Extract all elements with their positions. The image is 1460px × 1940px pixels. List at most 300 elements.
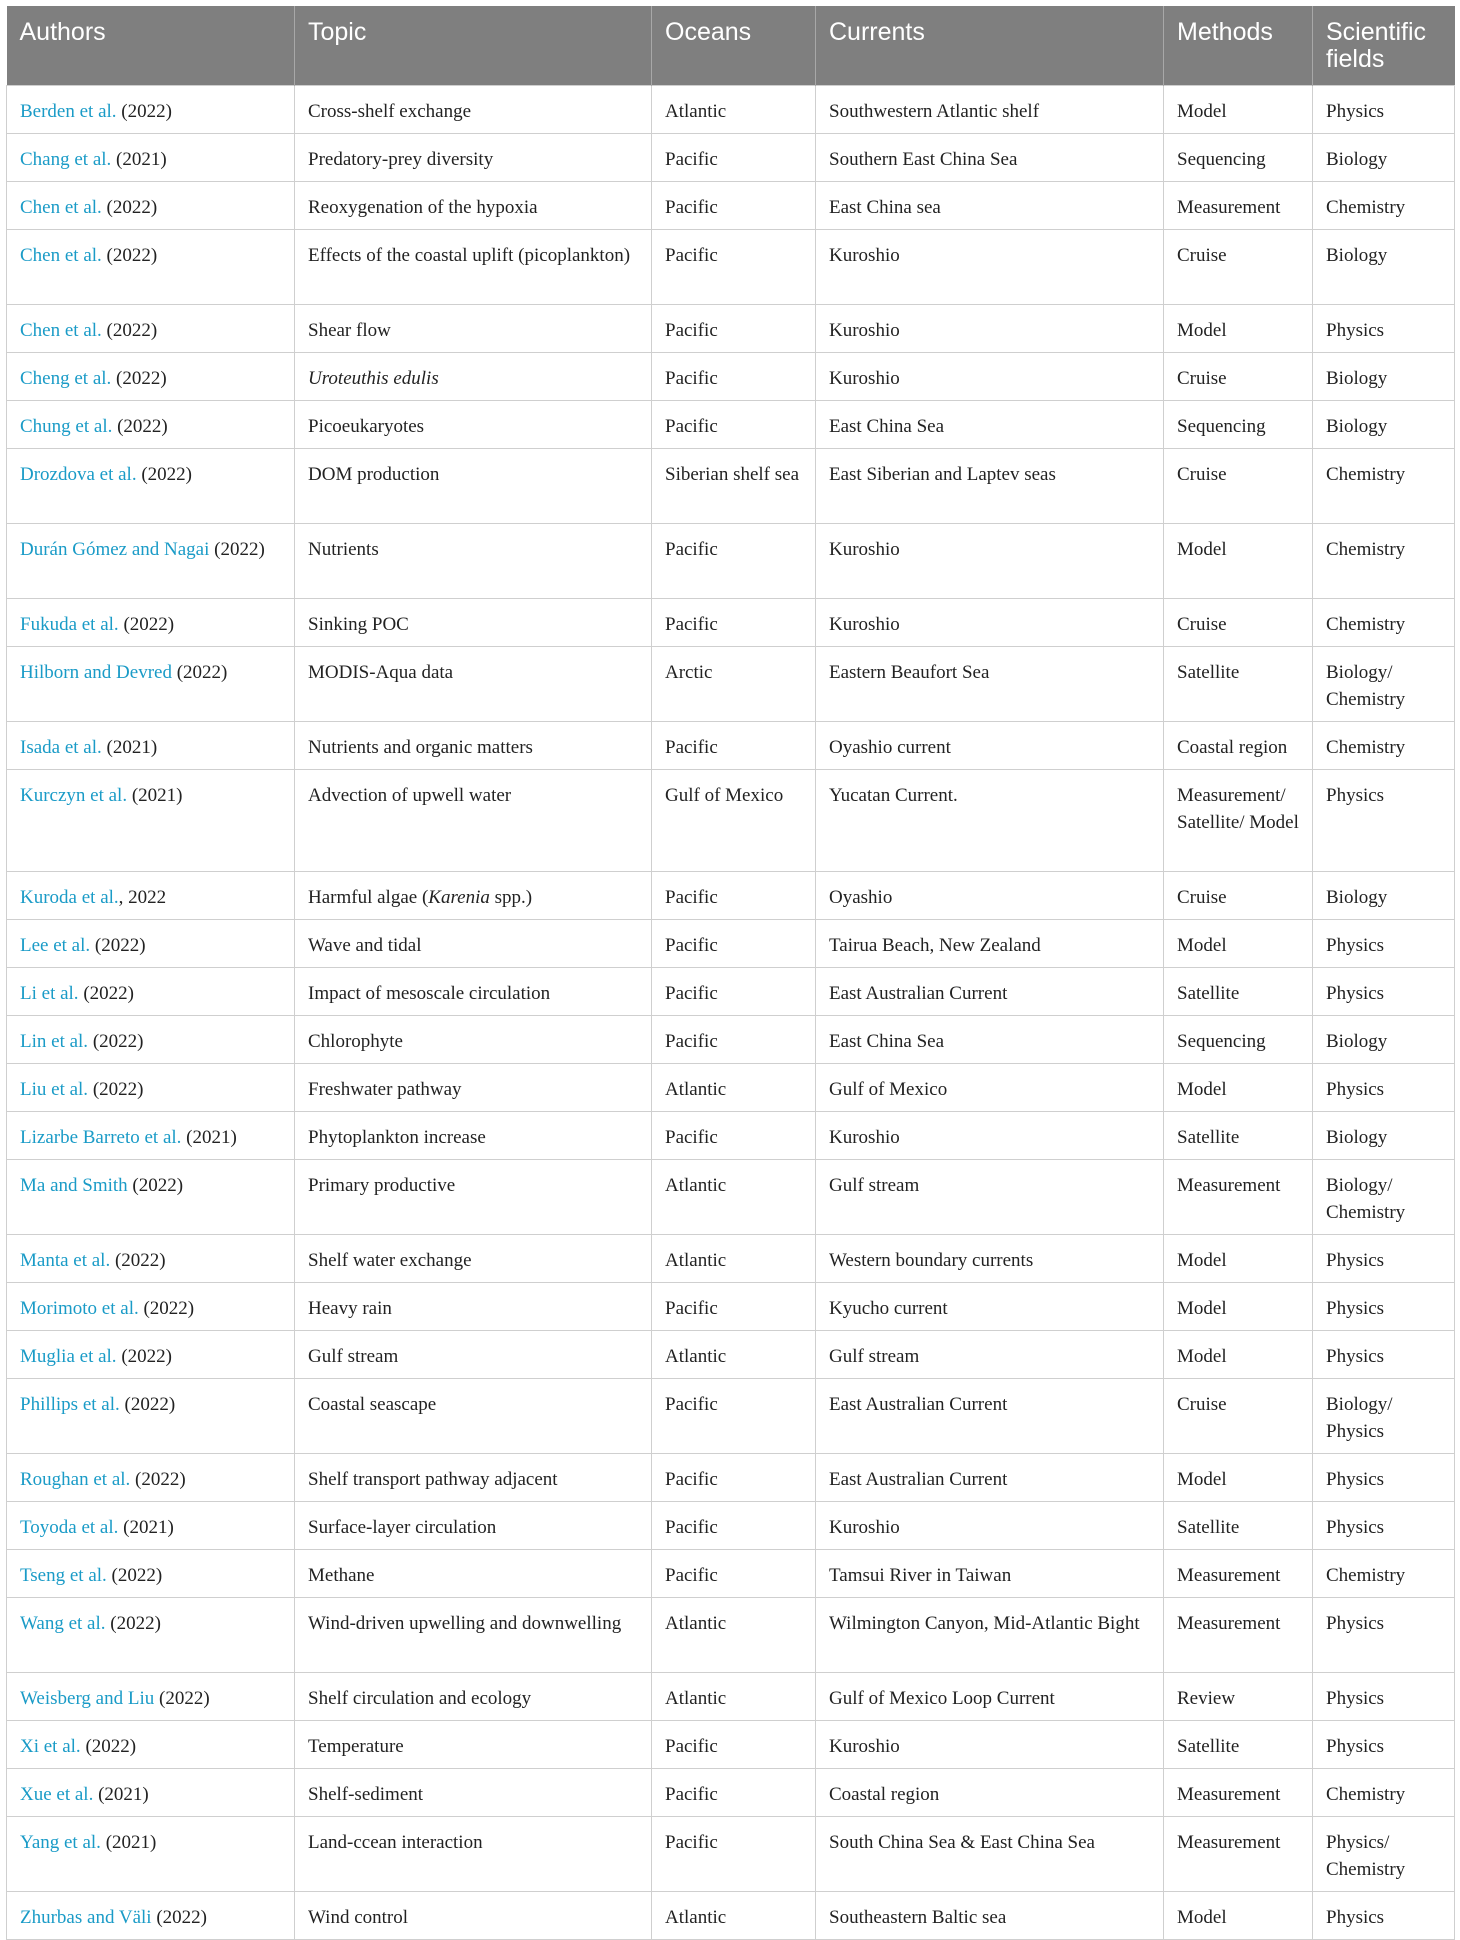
table-row (7, 182, 1455, 230)
topic-species-name: Karenia (428, 887, 490, 908)
cell-ocean: Pacific (652, 1502, 816, 1550)
table-body (7, 86, 1455, 1940)
citation-year: , 2022 (118, 887, 167, 908)
cell-topic (295, 968, 652, 1016)
cell-authors (7, 1016, 295, 1064)
topic-text: Freshwater pathway (308, 1079, 462, 1100)
cell-current: Gulf of Mexico (816, 1064, 1164, 1112)
topic-text: Shelf circulation and ecology (308, 1688, 532, 1709)
cell-ocean: Atlantic (652, 1235, 816, 1283)
citation-year: (2021) (127, 785, 183, 806)
topic-text: Wind control (308, 1907, 409, 1928)
cell-authors (7, 1454, 295, 1502)
cell-ocean: Pacific (652, 872, 816, 920)
cell-scientific-field: Biology (1313, 134, 1455, 182)
cell-scientific-field: Physics (1313, 1892, 1455, 1940)
table-row (7, 1598, 1455, 1673)
cell-topic (295, 647, 652, 722)
cell-current: Gulf stream (816, 1331, 1164, 1379)
cell-scientific-field: Physics (1313, 1721, 1455, 1769)
table-row (7, 1673, 1455, 1721)
cell-scientific-field: Biology (1313, 872, 1455, 920)
topic-text: Harmful algae ( (308, 887, 429, 908)
cell-topic (295, 1283, 652, 1331)
author-citation-link[interactable]: Wang et al. (20, 1613, 106, 1634)
citation-year: (2022) (154, 1688, 210, 1709)
author-citation-link[interactable]: Hilborn and Devred (20, 662, 172, 683)
studies-table (6, 6, 1455, 1940)
cell-ocean: Pacific (652, 401, 816, 449)
cell-topic (295, 1331, 652, 1379)
citation-year: (2022) (130, 1469, 186, 1490)
cell-method: Cruise (1164, 599, 1313, 647)
cell-current: Western boundary currents (816, 1235, 1164, 1283)
cell-scientific-field: Physics (1313, 1235, 1455, 1283)
citation-year: (2022) (110, 1250, 166, 1271)
author-citation-link[interactable]: Xue et al. (20, 1784, 94, 1805)
cell-topic (295, 305, 652, 353)
cell-authors (7, 1817, 295, 1892)
cell-topic (295, 599, 652, 647)
citation-year: (2021) (100, 1832, 157, 1853)
table-row (7, 722, 1455, 770)
cell-topic (295, 1160, 652, 1235)
author-citation-link[interactable]: Chen et al. (20, 245, 102, 266)
cell-ocean: Atlantic (652, 1598, 816, 1673)
table-row (7, 1379, 1455, 1454)
cell-topic (295, 1064, 652, 1112)
cell-current: Yucatan Current. (816, 770, 1164, 872)
topic-text: Temperature (308, 1736, 404, 1757)
topic-text: Surface-layer circulation (308, 1517, 497, 1538)
cell-scientific-field: Physics (1313, 770, 1455, 872)
cell-authors (7, 920, 295, 968)
cell-current: Kuroshio (816, 524, 1164, 599)
table-row (7, 1454, 1455, 1502)
topic-text: Wind-driven upwelling and downwelling (308, 1613, 622, 1634)
cell-method: Model (1164, 1454, 1313, 1502)
cell-topic (295, 353, 652, 401)
header-currents: Currents (816, 6, 1164, 86)
cell-method: Review (1164, 1673, 1313, 1721)
cell-current: Southeastern Baltic sea (816, 1892, 1164, 1940)
cell-ocean: Pacific (652, 1454, 816, 1502)
citation-year: (2021) (181, 1127, 237, 1148)
author-citation-link[interactable]: Chen et al. (20, 320, 102, 341)
cell-topic (295, 770, 652, 872)
topic-text: Shelf water exchange (308, 1250, 472, 1271)
cell-current: East China sea (816, 182, 1164, 230)
cell-current: East Australian Current (816, 1454, 1164, 1502)
cell-scientific-field: Physics (1313, 920, 1455, 968)
cell-authors (7, 770, 295, 872)
cell-ocean: Pacific (652, 920, 816, 968)
cell-authors (7, 1502, 295, 1550)
cell-topic (295, 1721, 652, 1769)
author-citation-link[interactable]: Kurczyn et al. (20, 785, 128, 806)
citation-year: (2022) (101, 245, 158, 266)
cell-topic (295, 449, 652, 524)
cell-ocean: Pacific (652, 1550, 816, 1598)
cell-authors (7, 182, 295, 230)
cell-current: Southern East China Sea (816, 134, 1164, 182)
cell-topic (295, 872, 652, 920)
topic-text: Heavy rain (308, 1298, 392, 1319)
cell-method: Sequencing (1164, 401, 1313, 449)
table-row (7, 1331, 1455, 1379)
cell-topic (295, 1016, 652, 1064)
cell-ocean: Pacific (652, 353, 816, 401)
author-citation-link[interactable]: Manta et al. (20, 1250, 111, 1271)
header-scientific-fields: Scientific fields (1313, 6, 1455, 86)
cell-scientific-field: Chemistry (1313, 599, 1455, 647)
topic-text: MODIS-Aqua data (308, 662, 454, 683)
citation-year: (2022) (116, 101, 172, 122)
topic-text: Sinking POC (308, 614, 409, 635)
table-row (7, 1016, 1455, 1064)
author-citation-link[interactable]: Li et al. (20, 983, 79, 1004)
topic-text: Shelf transport pathway adjacent (308, 1469, 558, 1490)
cell-topic (295, 401, 652, 449)
cell-method: Cruise (1164, 1379, 1313, 1454)
table-row (7, 1160, 1455, 1235)
author-citation-link[interactable]: Tseng et al. (20, 1565, 107, 1586)
cell-topic (295, 182, 652, 230)
topic-text: Primary productive (308, 1175, 456, 1196)
citation-year: (2021) (101, 737, 158, 758)
table-row (7, 1502, 1455, 1550)
topic-text: Uroteuthis edulis (308, 368, 439, 389)
table-row (7, 1283, 1455, 1331)
cell-method: Measurement (1164, 1769, 1313, 1817)
author-citation-link[interactable]: Toyoda et al. (20, 1517, 119, 1538)
cell-authors (7, 1160, 295, 1235)
author-citation-link[interactable]: Chang et al. (20, 149, 112, 170)
cell-authors (7, 1331, 295, 1379)
citation-year: (2022) (136, 464, 192, 485)
cell-method: Cruise (1164, 449, 1313, 524)
cell-authors (7, 1673, 295, 1721)
cell-scientific-field: Biology/ Physics (1313, 1379, 1455, 1454)
table-row (7, 1769, 1455, 1817)
cell-scientific-field: Chemistry (1313, 449, 1455, 524)
cell-authors (7, 401, 295, 449)
table-row (7, 647, 1455, 722)
cell-method: Satellite (1164, 1721, 1313, 1769)
topic-text: DOM production (308, 464, 440, 485)
citation-year: (2021) (93, 1784, 149, 1805)
cell-current: Kyucho current (816, 1283, 1164, 1331)
author-citation-link[interactable]: Lee et al. (20, 935, 91, 956)
cell-scientific-field: Physics (1313, 1673, 1455, 1721)
cell-topic (295, 1673, 652, 1721)
citation-year: (2022) (118, 614, 175, 635)
citation-year: (2022) (138, 1298, 195, 1319)
author-citation-link[interactable]: Lin et al. (20, 1031, 89, 1052)
cell-current: East Siberian and Laptev seas (816, 449, 1164, 524)
cell-ocean: Atlantic (652, 1673, 816, 1721)
header-row (7, 6, 1455, 86)
cell-method: Measurement/ Satellite/ Model (1164, 770, 1313, 872)
cell-authors (7, 305, 295, 353)
cell-authors (7, 647, 295, 722)
cell-scientific-field: Chemistry (1313, 1550, 1455, 1598)
cell-authors (7, 968, 295, 1016)
citation-year: (2022) (88, 1079, 144, 1100)
cell-current: Gulf stream (816, 1160, 1164, 1235)
cell-topic (295, 1235, 652, 1283)
cell-method: Model (1164, 305, 1313, 353)
cell-scientific-field: Physics (1313, 1598, 1455, 1673)
table-row (7, 230, 1455, 305)
table-row (7, 86, 1455, 134)
cell-scientific-field: Physics (1313, 1331, 1455, 1379)
table-row (7, 353, 1455, 401)
topic-text: spp.) (489, 887, 533, 908)
cell-current: East China Sea (816, 401, 1164, 449)
cell-ocean: Pacific (652, 1379, 816, 1454)
topic-text: Impact of mesoscale circulation (308, 983, 551, 1004)
author-citation-link[interactable]: Cheng et al. (20, 368, 112, 389)
cell-authors (7, 1112, 295, 1160)
citation-year: (2022) (119, 1394, 176, 1415)
header-topic: Topic (295, 6, 652, 86)
header-oceans: Oceans (652, 6, 816, 86)
author-citation-link[interactable]: Xi et al. (20, 1736, 81, 1757)
cell-current: Tamsui River in Taiwan (816, 1550, 1164, 1598)
author-citation-link[interactable]: Durán Gómez and Nagai (20, 539, 210, 560)
table-row (7, 134, 1455, 182)
cell-current: Oyashio (816, 872, 1164, 920)
cell-method: Model (1164, 1331, 1313, 1379)
citation-year: (2022) (101, 197, 158, 218)
topic-text: Shelf-sediment (308, 1784, 424, 1805)
cell-current: Tairua Beach, New Zealand (816, 920, 1164, 968)
cell-ocean: Pacific (652, 1769, 816, 1817)
cell-authors (7, 1064, 295, 1112)
table-row (7, 1112, 1455, 1160)
cell-ocean: Pacific (652, 1721, 816, 1769)
cell-topic (295, 134, 652, 182)
cell-scientific-field: Biology (1313, 1112, 1455, 1160)
cell-method: Cruise (1164, 872, 1313, 920)
author-citation-link[interactable]: Yang et al. (20, 1832, 101, 1853)
cell-topic (295, 524, 652, 599)
table-row (7, 1550, 1455, 1598)
topic-text: Reoxygenation of the hypoxia (308, 197, 538, 218)
cell-topic (295, 1502, 652, 1550)
cell-method: Sequencing (1164, 1016, 1313, 1064)
author-citation-link[interactable]: Chung et al. (20, 416, 113, 437)
cell-topic (295, 1379, 652, 1454)
citation-year: (2022) (116, 1346, 172, 1367)
author-citation-link[interactable]: Zhurbas and Väli (20, 1907, 152, 1928)
table-row (7, 1235, 1455, 1283)
citation-year: (2022) (209, 539, 265, 560)
cell-current: East Australian Current (816, 968, 1164, 1016)
author-citation-link[interactable]: Muglia et al. (20, 1346, 117, 1367)
cell-scientific-field: Physics (1313, 1454, 1455, 1502)
citation-year: (2022) (151, 1907, 207, 1928)
cell-current: Kuroshio (816, 599, 1164, 647)
cell-ocean: Atlantic (652, 1064, 816, 1112)
table-header (7, 6, 1455, 86)
author-citation-link[interactable]: Ma and Smith (20, 1175, 128, 1196)
cell-authors (7, 1235, 295, 1283)
author-citation-link[interactable]: Drozdova et al. (20, 464, 137, 485)
cell-ocean: Pacific (652, 1283, 816, 1331)
table-row (7, 401, 1455, 449)
citation-year: (2022) (88, 1031, 144, 1052)
cell-method: Model (1164, 1064, 1313, 1112)
cell-scientific-field: Chemistry (1313, 1769, 1455, 1817)
author-citation-link[interactable]: Phillips et al. (20, 1394, 120, 1415)
citation-year: (2022) (80, 1736, 137, 1757)
cell-method: Measurement (1164, 1817, 1313, 1892)
cell-current: Gulf of Mexico Loop Current (816, 1673, 1164, 1721)
cell-authors (7, 230, 295, 305)
table-row (7, 524, 1455, 599)
author-citation-link[interactable]: Lizarbe Barreto et al. (20, 1127, 182, 1148)
table-row (7, 1817, 1455, 1892)
cell-authors (7, 872, 295, 920)
cell-topic (295, 1550, 652, 1598)
topic-text: Nutrients and organic matters (308, 737, 533, 758)
cell-scientific-field: Physics (1313, 86, 1455, 134)
author-citation-link[interactable]: Chen et al. (20, 197, 102, 218)
cell-current: Wilmington Canyon, Mid-Atlantic Bight (816, 1598, 1164, 1673)
cell-scientific-field: Physics (1313, 1283, 1455, 1331)
header-authors: Authors (7, 6, 295, 86)
cell-ocean: Siberian shelf sea (652, 449, 816, 524)
topic-text: Advection of upwell water (308, 785, 512, 806)
cell-topic (295, 1769, 652, 1817)
cell-scientific-field: Biology (1313, 1016, 1455, 1064)
cell-method: Model (1164, 1235, 1313, 1283)
table-row (7, 1721, 1455, 1769)
cell-ocean: Pacific (652, 134, 816, 182)
cell-authors (7, 449, 295, 524)
cell-current: Oyashio current (816, 722, 1164, 770)
topic-text: Cross-shelf exchange (308, 101, 472, 122)
cell-method: Sequencing (1164, 134, 1313, 182)
author-citation-link[interactable]: Morimoto et al. (20, 1298, 139, 1319)
cell-topic (295, 1598, 652, 1673)
cell-current: Kuroshio (816, 1721, 1164, 1769)
cell-method: Cruise (1164, 353, 1313, 401)
cell-current: South China Sea & East China Sea (816, 1817, 1164, 1892)
table-row (7, 305, 1455, 353)
author-citation-link[interactable]: Kuroda et al. (20, 887, 119, 908)
cell-authors (7, 599, 295, 647)
cell-scientific-field: Biology (1313, 353, 1455, 401)
cell-scientific-field: Chemistry (1313, 524, 1455, 599)
cell-ocean: Pacific (652, 305, 816, 353)
author-citation-link[interactable]: Weisberg and Liu (20, 1688, 155, 1709)
cell-method: Model (1164, 524, 1313, 599)
topic-text: Effects of the coastal uplift (picoplankton) (308, 245, 631, 266)
author-citation-link[interactable]: Liu et al. (20, 1079, 89, 1100)
header-methods: Methods (1164, 6, 1313, 86)
cell-authors (7, 1769, 295, 1817)
topic-text: Land-ccean interaction (308, 1832, 483, 1853)
cell-method: Satellite (1164, 647, 1313, 722)
table-row (7, 770, 1455, 872)
citation-year: (2022) (90, 935, 146, 956)
cell-authors (7, 86, 295, 134)
topic-text: Chlorophyte (308, 1031, 403, 1052)
cell-scientific-field: Biology (1313, 230, 1455, 305)
topic-text: Nutrients (308, 539, 379, 560)
cell-ocean: Pacific (652, 599, 816, 647)
author-citation-link[interactable]: Berden et al. (20, 101, 117, 122)
cell-current: Kuroshio (816, 1502, 1164, 1550)
citation-year: (2022) (111, 368, 167, 389)
citation-year: (2022) (105, 1613, 161, 1634)
citation-year: (2022) (78, 983, 134, 1004)
cell-ocean: Atlantic (652, 86, 816, 134)
cell-method: Model (1164, 1283, 1313, 1331)
topic-text: Phytoplankton increase (308, 1127, 486, 1148)
cell-ocean: Atlantic (652, 1160, 816, 1235)
cell-authors (7, 1283, 295, 1331)
table-row (7, 920, 1455, 968)
citation-year: (2022) (112, 416, 168, 437)
cell-authors (7, 134, 295, 182)
cell-authors (7, 1721, 295, 1769)
cell-scientific-field: Chemistry (1313, 182, 1455, 230)
cell-topic (295, 230, 652, 305)
cell-authors (7, 1598, 295, 1673)
cell-current: Kuroshio (816, 353, 1164, 401)
author-citation-link[interactable]: Roughan et al. (20, 1469, 131, 1490)
cell-method: Satellite (1164, 1502, 1313, 1550)
cell-scientific-field: Biology (1313, 401, 1455, 449)
cell-topic (295, 86, 652, 134)
topic-text: Coastal seascape (308, 1394, 437, 1415)
cell-method: Model (1164, 1892, 1313, 1940)
cell-authors (7, 722, 295, 770)
topic-text: Gulf stream (308, 1346, 399, 1367)
cell-current: Coastal region (816, 1769, 1164, 1817)
cell-authors (7, 353, 295, 401)
cell-topic (295, 1112, 652, 1160)
cell-authors (7, 1379, 295, 1454)
cell-scientific-field: Physics (1313, 305, 1455, 353)
table-row (7, 599, 1455, 647)
cell-current: Eastern Beaufort Sea (816, 647, 1164, 722)
cell-current: Kuroshio (816, 305, 1164, 353)
cell-method: Measurement (1164, 1550, 1313, 1598)
cell-method: Measurement (1164, 182, 1313, 230)
cell-authors (7, 1550, 295, 1598)
cell-ocean: Pacific (652, 1016, 816, 1064)
citation-year: (2022) (127, 1175, 184, 1196)
author-citation-link[interactable]: Fukuda et al. (20, 614, 119, 635)
cell-method: Measurement (1164, 1598, 1313, 1673)
topic-text: Picoeukaryotes (308, 416, 425, 437)
cell-topic (295, 1817, 652, 1892)
author-citation-link[interactable]: Isada et al. (20, 737, 102, 758)
cell-ocean: Pacific (652, 722, 816, 770)
cell-ocean: Pacific (652, 524, 816, 599)
cell-ocean: Gulf of Mexico (652, 770, 816, 872)
topic-text: Shear flow (308, 320, 391, 341)
cell-scientific-field: Physics (1313, 1502, 1455, 1550)
cell-scientific-field: Chemistry (1313, 722, 1455, 770)
citation-year: (2022) (101, 320, 158, 341)
cell-current: East China Sea (816, 1016, 1164, 1064)
